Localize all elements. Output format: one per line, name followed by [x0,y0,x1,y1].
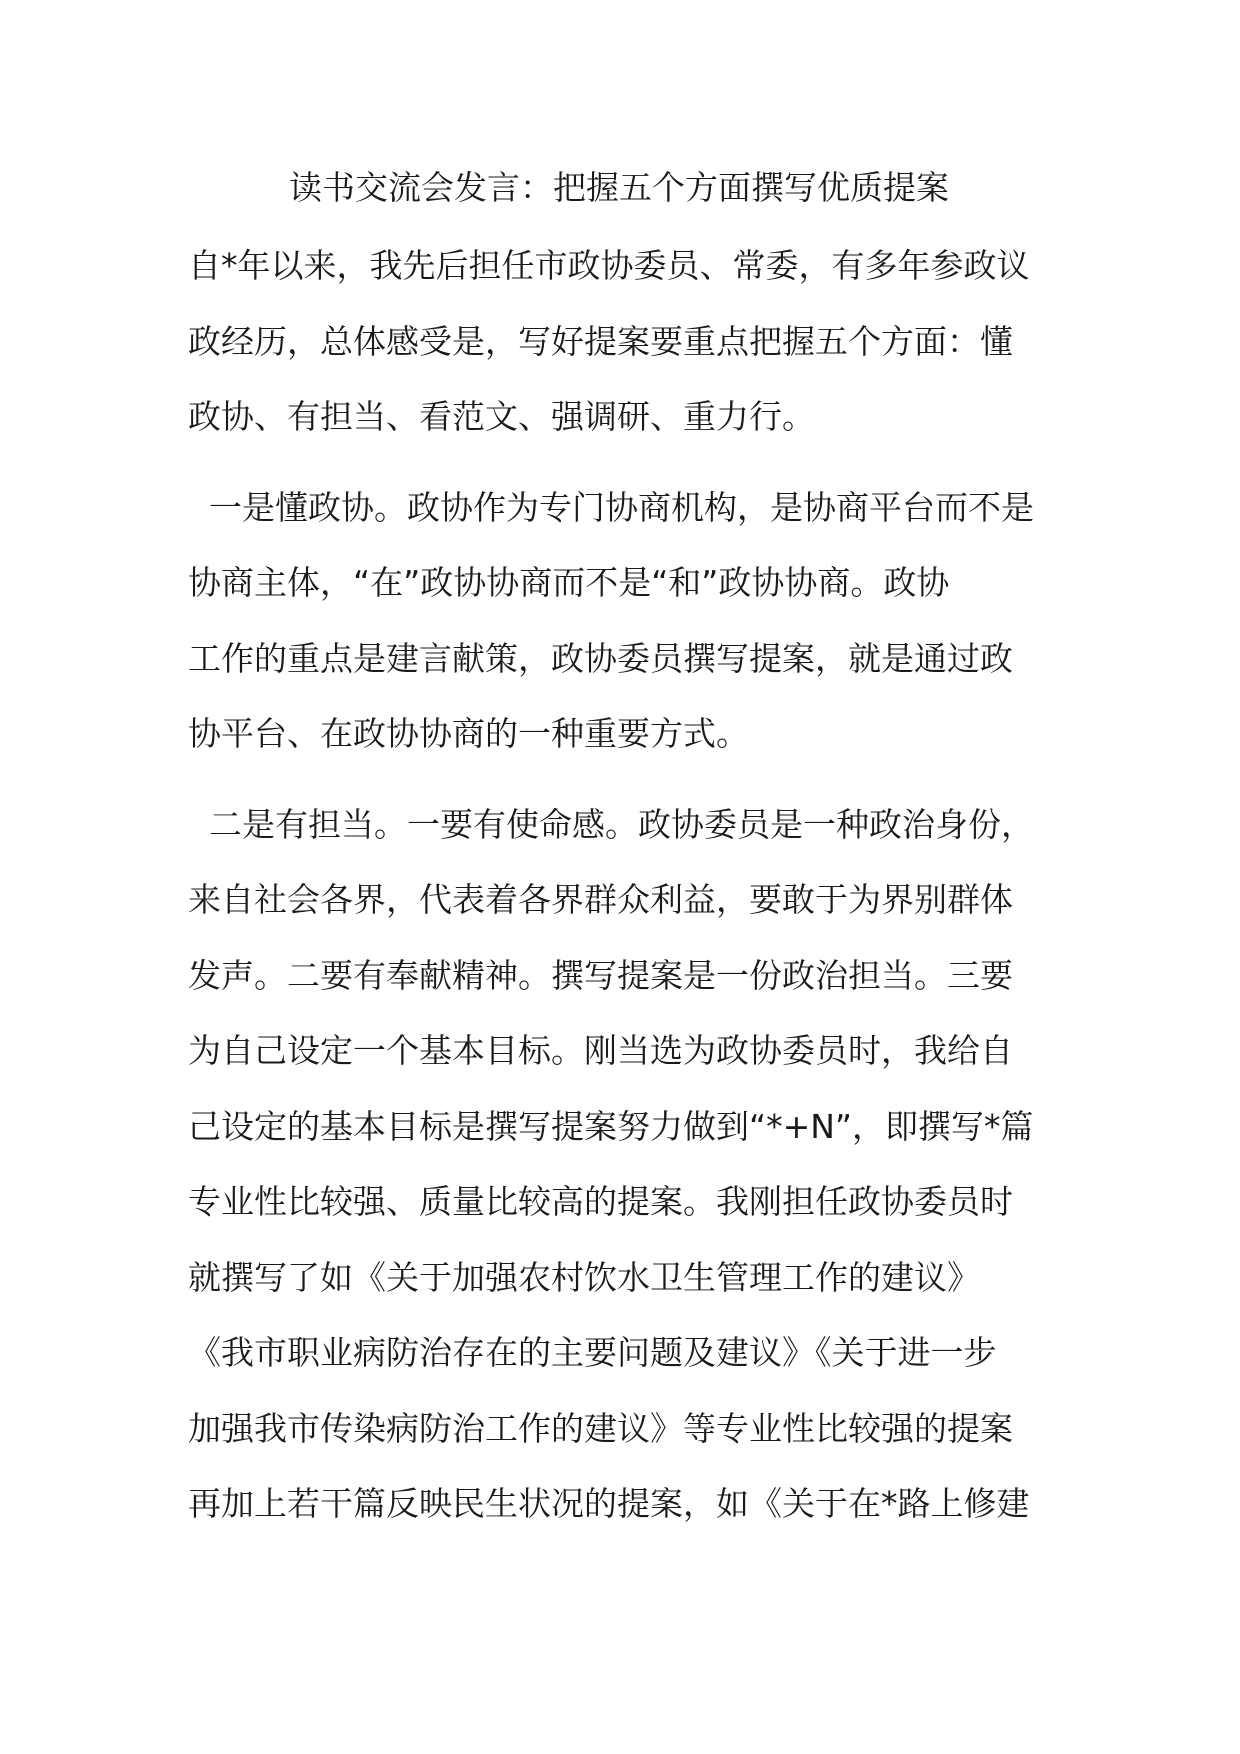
text-line: 己设定的基本目标是撰写提案努力做到“*+N”，即撰写*篇 [188,1106,1034,1146]
paragraph-gap [188,772,1058,787]
document-body [188,228,1058,1542]
text-line: 专业性比较强、质量比较高的提案。我刚担任政协委员时 [188,1182,1013,1221]
text-line: 政经历，总体感受是，写好提案要重点把握五个方面：懂 [188,321,1013,361]
text-line: 为自己设定一个基本目标。刚当选为政协委员时，我给自 [188,1031,1013,1070]
text-line: 就撰写了如《关于加强农村饮水卫生管理工作的建议》 [188,1257,980,1297]
document-title: 读书交流会发言：把握五个方面撰写优质提案 [289,168,949,207]
text-line: 来自社会各界，代表着各界群众利益，要敢于为界别群体 [188,880,1013,919]
text-line: 《我市职业病防治存在的主要问题及建议》《关于进一步 [188,1333,997,1372]
text-line: 二是有担当。一要有使命感。政协委员是一种政治身份， [188,804,1034,844]
text-line: 协平台、在政协协商的一种重要方式。 [188,714,749,753]
text-line: 发声。二要有奉献精神。撰写提案是一份政治担当。三要 [188,955,1013,995]
text-line: 再加上若干篇反映民生状况的提案，如《关于在*路上修建 [188,1484,1030,1523]
text-line: 自*年以来，我先后担任市政协委员、常委，有多年参政议 [188,246,1030,285]
text-line: 一是懂政协。政协作为专门协商机构，是协商平台而不是 [188,487,1034,527]
paragraph-responsibility [188,787,1058,1542]
text-line: 加强我市传染病防治工作的建议》等专业性比较强的提案 [188,1408,1013,1448]
paragraph-gap [188,455,1058,470]
text-line: 政协、有担当、看范文、强调研、重力行。 [188,397,815,436]
text-line: 工作的重点是建言献策，政协委员撰写提案，就是通过政 [188,638,1013,678]
paragraph-intro [188,228,1058,455]
text-line: 协商主体，“在”政协协商而不是“和”政协协商。政协 [188,563,950,602]
paragraph-understand-cppcc [188,470,1058,772]
